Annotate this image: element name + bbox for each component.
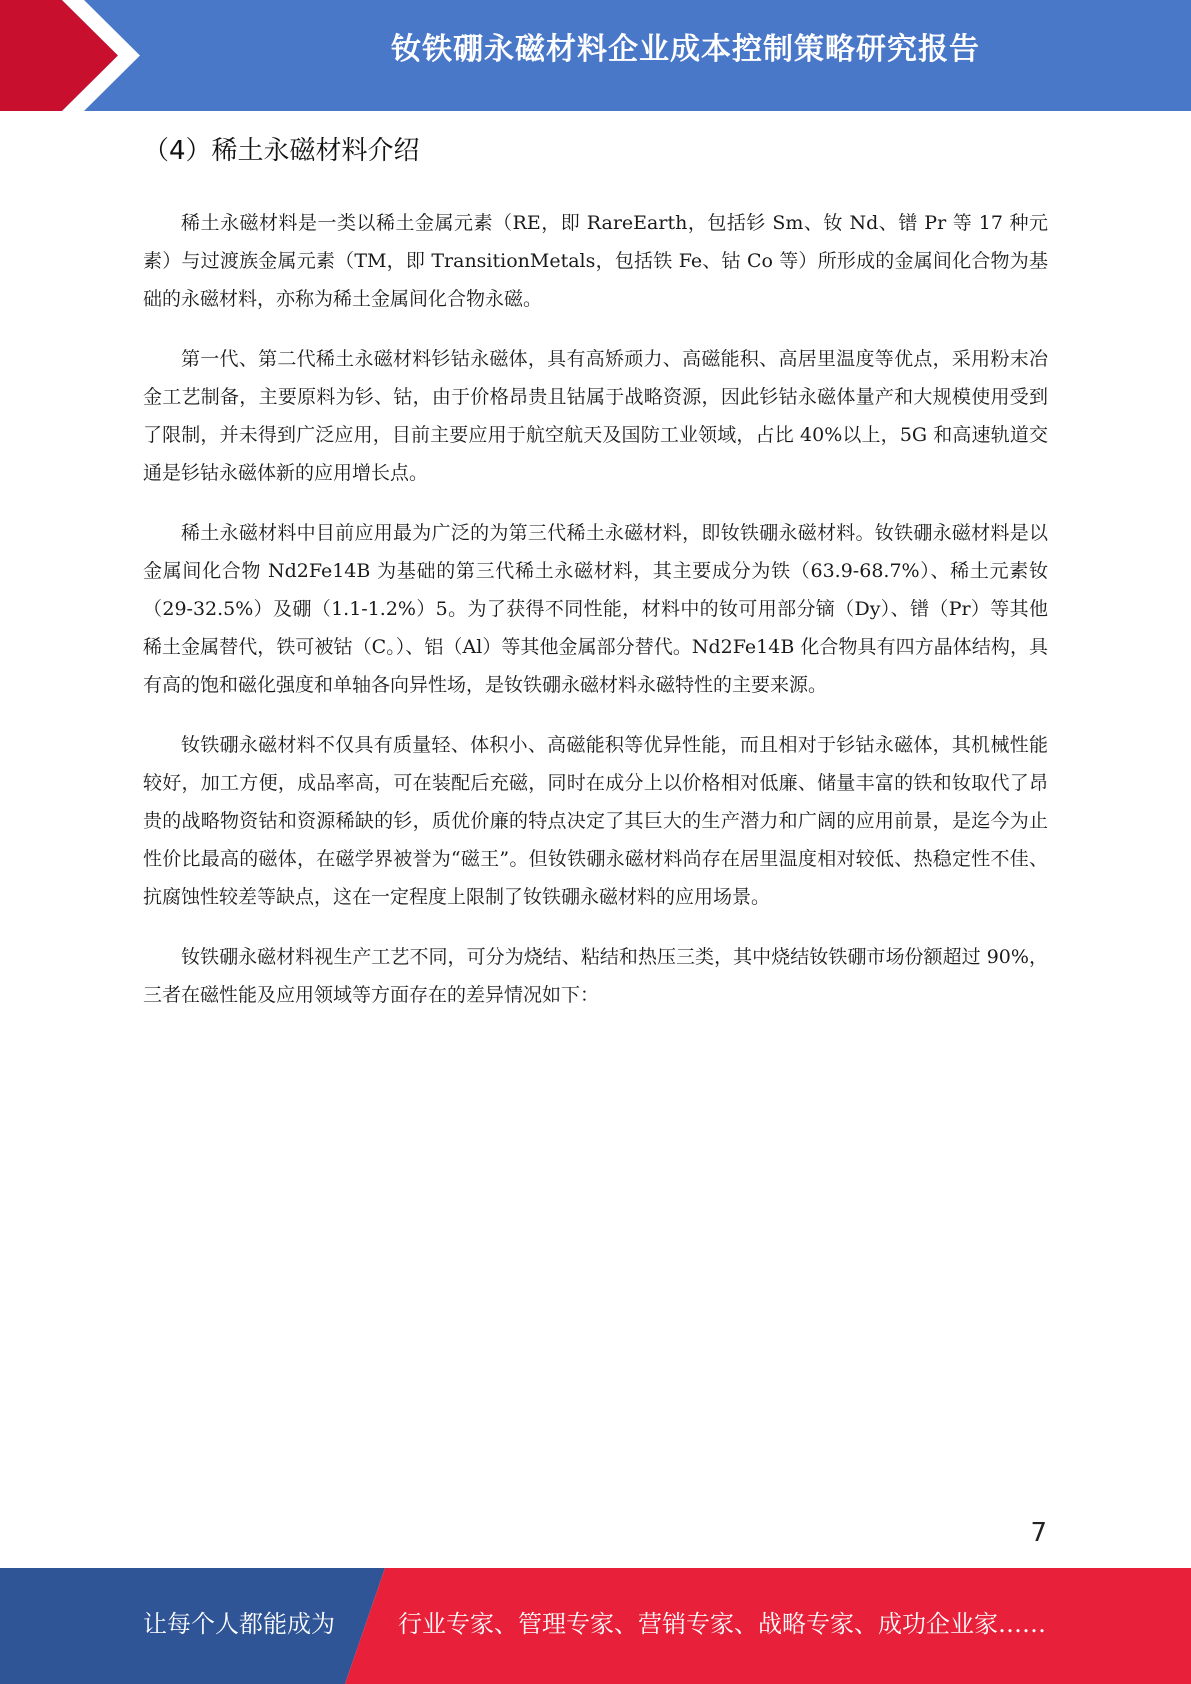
paragraph: 稀土永磁材料中目前应用最为广泛的为第三代稀土永磁材料，即钕铁硼永磁材料。钕铁硼永磁材料是以金属间化合物 Nd2Fe14B 为基础的第三代稀土永磁材料，其主要成分为铁（63.9-68.7%）、稀土元素钕（29-32.5%）及硼（1.1-1.2%）5。为了获得不同性能，材料中的钕可用部分镝（Dy）、镨（Pr）等其他稀土金属替代，铁可被钴（C。）、铝（Al）等其他金属部分替代。Nd2Fe14B 化合物具有四方晶体结构，具有高的饱和磁化强度和单轴各向异性场，是钕铁硼永磁材料永磁特性的主要来源。 <box>143 522 1048 696</box>
page-number: 7 <box>1030 1518 1047 1548</box>
footer-banner <box>0 1568 1191 1684</box>
paragraph: 稀土永磁材料是一类以稀土金属元素（RE，即 RareEarth，包括钐 Sm、钕 Nd、镨 Pr 等 17 种元素）与过渡族金属元素（TM，即 TransitionMetals，包括铁 Fe、钴 Co 等）所形成的金属间化合物为基础的永磁材料，亦称为稀土金属间化合物永磁。 <box>143 212 1048 310</box>
paragraph: 钕铁硼永磁材料不仅具有质量轻、体积小、高磁能积等优异性能，而且相对于钐钴永磁体，其机械性能较好，加工方便，成品率高，可在装配后充磁，同时在成分上以价格相对低廉、储量丰富的铁和钕取代了昂贵的战略物资钴和资源稀缺的钐，质优价廉的特点决定了其巨大的生产潜力和广阔的应用前景，是迄今为止性价比最高的磁体，在磁学界被誉为“磁王”。但钕铁硼永磁材料尚存在居里温度相对较低、热稳定性不佳、抗腐蚀性较差等缺点，这在一定程度上限制了钕铁硼永磁材料的应用场景。 <box>143 734 1048 908</box>
footer-slogan-lead: 让每个人都能成为 <box>143 1610 335 1638</box>
report-title: 钕铁硼永磁材料企业成本控制策略研究报告 <box>391 32 980 67</box>
chevron-decoration-icon <box>0 0 160 111</box>
paragraph: 第一代、第二代稀土永磁材料钐钴永磁体，具有高矫顽力、高磁能积、高居里温度等优点，采用粉末冶金工艺制备，主要原料为钐、钴，由于价格昂贵且钴属于战略资源，因此钐钴永磁体量产和大规模使用受到了限制，并未得到广泛应用，目前主要应用于航空航天及国防工业领域，占比 40%以上，5G 和高速轨道交通是钐钴永磁体新的应用增长点。 <box>143 348 1048 484</box>
header-banner <box>0 0 1191 111</box>
section-heading: （4）稀土永磁材料介绍 <box>143 136 420 166</box>
paragraph: 钕铁硼永磁材料视生产工艺不同，可分为烧结、粘结和热压三类，其中烧结钕铁硼市场份额超过 90%，三者在磁性能及应用领域等方面存在的差异情况如下： <box>143 946 1048 1006</box>
main-content <box>143 128 1048 1036</box>
footer-slogan-roles: 行业专家、管理专家、营销专家、战略专家、成功企业家…… <box>398 1610 1046 1638</box>
